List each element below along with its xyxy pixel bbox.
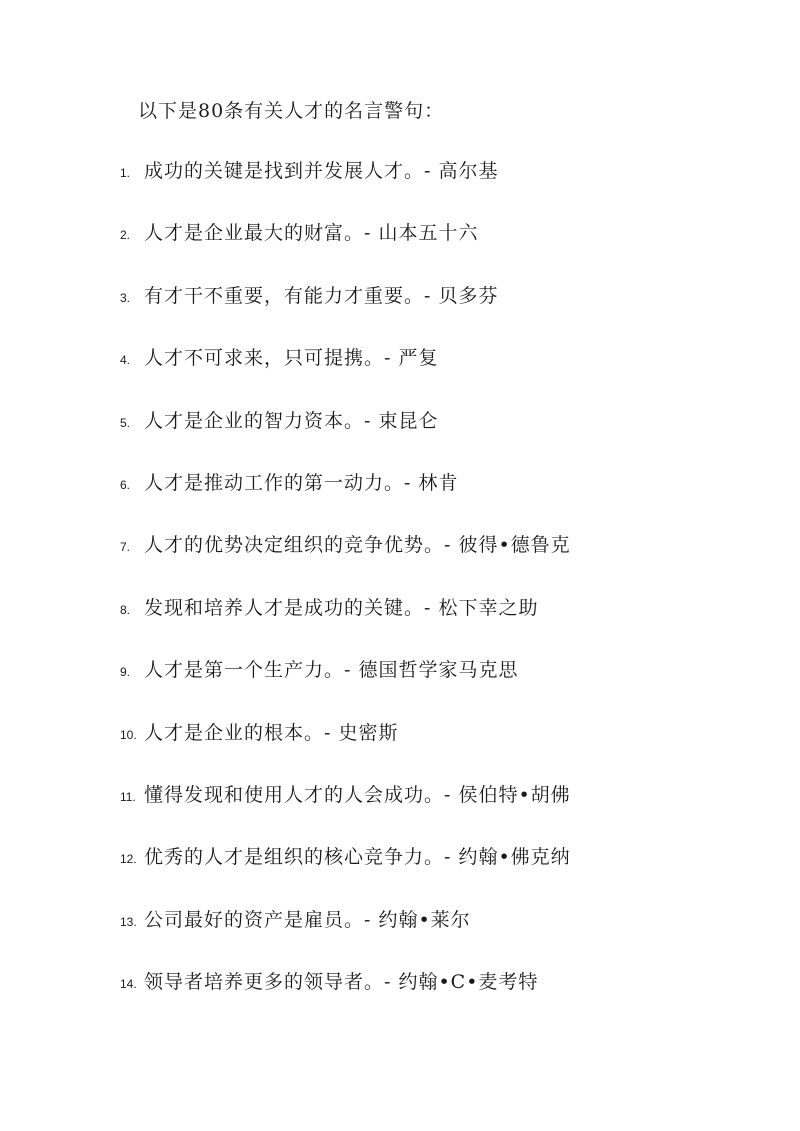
quote-text: 有才干不重要，有能力才重要。- 贝多芬	[144, 284, 499, 307]
quote-list	[120, 156, 571, 1029]
list-item	[120, 967, 571, 1029]
list-item	[120, 718, 571, 780]
item-number: 12.	[120, 852, 137, 867]
item-number: 3.	[120, 290, 131, 305]
list-item	[120, 655, 571, 717]
item-number: 5.	[120, 415, 131, 430]
list-item	[120, 593, 571, 655]
item-number: 9.	[120, 665, 131, 680]
quote-text: 发现和培养人才是成功的关键。- 松下幸之助	[144, 596, 539, 619]
quote-text: 人才是推动工作的第一动力。- 林肯	[144, 471, 459, 494]
item-number: 2.	[120, 228, 131, 243]
list-item	[120, 343, 571, 405]
item-number: 14.	[120, 977, 137, 992]
intro-heading: 以下是80条有关人才的名言警句：	[138, 100, 445, 122]
list-item	[120, 156, 571, 218]
quote-text: 人才是第一个生产力。- 德国哲学家马克思	[144, 659, 519, 682]
list-item	[120, 406, 571, 468]
list-item	[120, 468, 571, 530]
quote-text: 人才不可求来，只可提携。- 严复	[144, 347, 439, 370]
quote-text: 公司最好的资产是雇员。- 约翰•莱尔	[144, 908, 471, 931]
item-number: 7.	[120, 540, 131, 555]
item-number: 6.	[120, 477, 131, 492]
item-number: 1.	[120, 166, 131, 180]
quote-text: 懂得发现和使用人才的人会成功。- 侯伯特•胡佛	[144, 783, 571, 806]
quote-text: 领导者培养更多的领导者。- 约翰•C•麦考特	[144, 971, 539, 994]
list-item	[120, 218, 571, 280]
list-item	[120, 842, 571, 904]
item-number: 13.	[120, 914, 137, 929]
quote-text: 人才是企业的智力资本。- 束昆仑	[144, 409, 439, 432]
quote-text: 优秀的人才是组织的核心竞争力。- 约翰•佛克纳	[144, 846, 571, 869]
item-number: 4.	[120, 353, 131, 368]
quote-text: 人才是企业的根本。- 史密斯	[144, 721, 399, 744]
item-number: 11.	[120, 789, 136, 804]
item-number: 8.	[120, 602, 131, 617]
list-item	[120, 530, 571, 592]
quote-text: 人才的优势决定组织的竞争优势。- 彼得•德鲁克	[144, 534, 571, 557]
item-number: 10.	[120, 727, 137, 742]
quote-text: 成功的关键是找到并发展人才。- 高尔基	[144, 160, 499, 182]
list-item	[120, 281, 571, 343]
list-item	[120, 780, 571, 842]
list-item	[120, 905, 571, 967]
quote-text: 人才是企业最大的财富。- 山本五十六	[144, 222, 479, 245]
